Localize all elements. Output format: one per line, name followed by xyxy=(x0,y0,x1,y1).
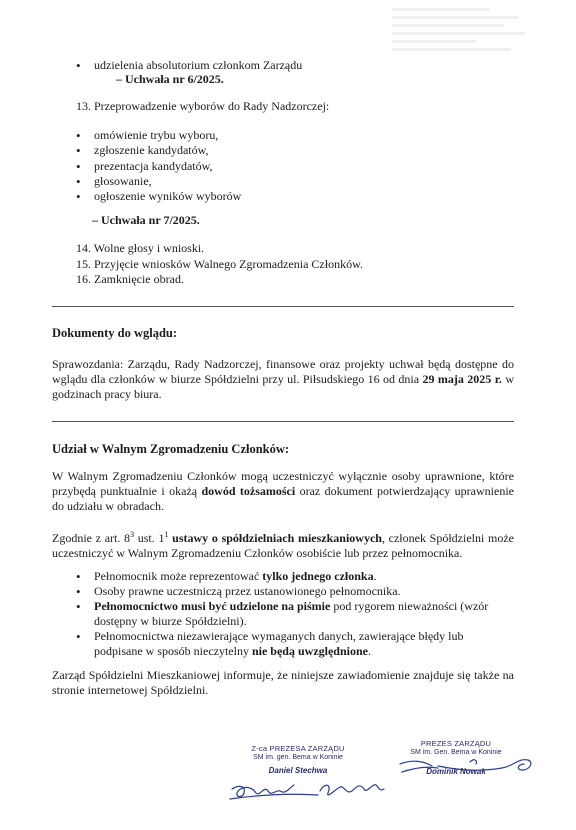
list-item: • udzielenia absolutorium członkom Zarządu xyxy=(76,58,506,73)
documents-heading: Dokumenty do wglądu: xyxy=(52,326,178,340)
list-item: • zgłoszenie kandydatów, xyxy=(76,143,476,158)
participation-paragraph-2: Zgodnie z art. $8^3$ ust. $1^1$ ustawy o spółdzielniach mieszkaniowych, członek Spółdzielni może uczestniczyć w Walnym Zgromadzeniu Członków osobiście lub przez pełnomocnika. xyxy=(52,530,514,560)
agenda-items-rest xyxy=(76,241,363,288)
list-item: • omówienie trybu wyboru, xyxy=(76,128,476,143)
show-through-marks xyxy=(392,8,532,88)
list-item: • prezentacja kandydatów, xyxy=(76,159,476,174)
divider xyxy=(52,306,514,307)
vice-president-stamp: Z-ca PREZESA ZARZĄDU SM im. gen. Bema w Koninie Daniel Stechwa xyxy=(251,744,345,775)
agenda-item-14: 14. Wolne głosy i wnioski. xyxy=(76,241,205,255)
participation-paragraph-1: W Walnym Zgromadzeniu Członków mogą uczestniczyć wyłącznie osoby uprawnione, które przybędą punktualnie i okażą dowód tożsamości oraz dokument potwierdzający uprawnienie do udziału w obradach. xyxy=(52,469,514,513)
agenda-item-13: 13. Przeprowadzenie wyborów do Rady Nadzorczej: xyxy=(76,99,330,113)
resolution-6: – Uchwała nr 6/2025. xyxy=(116,72,224,86)
proxy-rules-list xyxy=(76,569,512,659)
list-item: • Osoby prawne uczestniczą przez ustanowionego pełnomocnika. xyxy=(76,584,512,599)
absolutorium-list xyxy=(76,58,506,73)
agenda-item-16: 16. Zamknięcie obrad. xyxy=(76,272,184,286)
closing-paragraph: Zarząd Spółdzielni Mieszkaniowej informuje, że niniejsze zawiadomienie znajduje się także na stronie internetowej Spółdzielni. xyxy=(52,668,514,697)
elections-list xyxy=(76,128,476,204)
list-item: • Pełnomocnictwa niezawierające wymaganych danych, zawierające błędy lub podpisane w sposób nieczytelny nie będą uwzględnione. xyxy=(76,629,512,659)
president-stamp: PREZES ZARZĄDU SM im. Gen. Bema w Koninie Dominik Nowak xyxy=(410,739,502,776)
documents-paragraph: Sprawozdania: Zarządu, Rady Nadzorczej, finansowe oraz projekty uchwał będą dostępne do wglądu dla członków w biurze Spółdzielni przy ul. Piłsudskiego 16 od dnia 29 maja 2025 r. w godzinach pracy biura. xyxy=(52,357,514,401)
divider xyxy=(52,421,514,422)
participation-heading: Udział w Walnym Zgromadzeniu Członków: xyxy=(52,442,290,456)
list-item: • Pełnomocnictwo musi być udzielone na piśmie pod rygorem nieważności (wzór dostępny w biurze Spółdzielni). xyxy=(76,599,512,629)
resolution-7: – Uchwała nr 7/2025. xyxy=(92,213,200,227)
president-signature xyxy=(398,752,538,780)
list-item: • Pełnomocnik może reprezentować tylko jednego członka. xyxy=(76,569,512,584)
agenda-item-15: 15. Przyjęcie wniosków Walnego Zgromadzenia Członków. xyxy=(76,256,363,271)
list-item: • ogłoszenie wyników wyborów xyxy=(76,189,476,204)
list-item: • głosowanie, xyxy=(76,174,476,189)
vice-president-signature xyxy=(228,775,398,805)
